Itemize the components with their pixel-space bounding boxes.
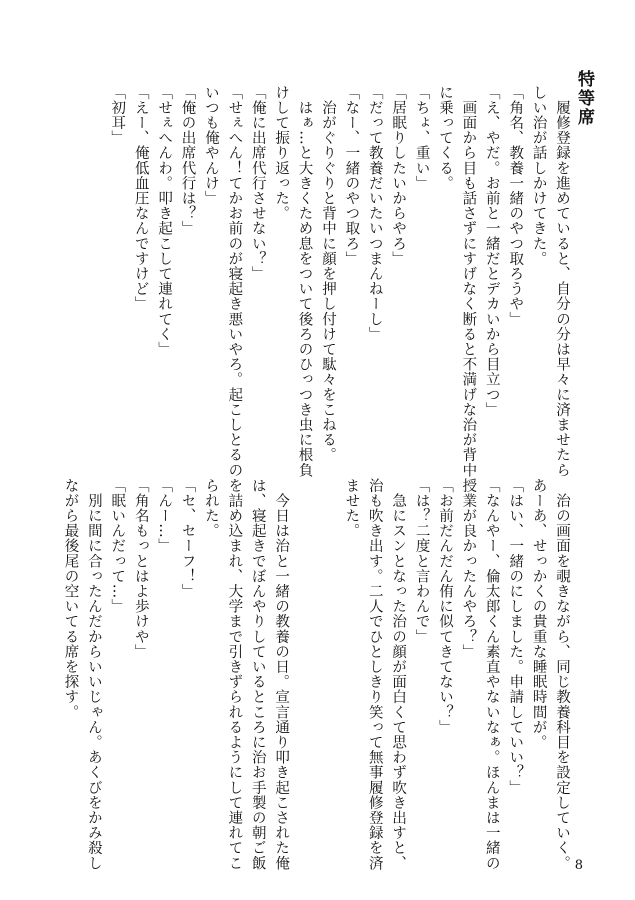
text-line: 「俺の出席代行は？」	[179, 85, 196, 236]
text-line: 今日は治と一緒の教養の日。宣言通り叩き起こされた俺	[273, 478, 290, 871]
text-line: 「んー…」	[156, 478, 173, 554]
text-line: に乗ってくる。	[436, 85, 453, 191]
text-line: 「えー、俺低血圧なんですけど」	[132, 85, 149, 312]
text-line: 「俺に出席代行させない？」	[249, 85, 266, 282]
lower-text-block	[58, 478, 573, 871]
text-line: 「初耳」	[109, 85, 126, 146]
text-line: 「なー、一緒のやつ取ろ」	[343, 85, 360, 267]
text-line: 「だって教養だいたいつまんねーし」	[366, 85, 383, 342]
text-line: 「え、やだ。お前と一緒だとデカいから目立つ」	[483, 85, 500, 418]
page-number: 8	[574, 858, 583, 873]
text-line: 治も吹き出す。二人でひとしきり笑って無事履修登録を済	[366, 478, 383, 871]
text-line: 「は？二度と言わんで」	[413, 478, 430, 645]
text-line: ませた。	[343, 478, 360, 539]
text-line: 「お前だんだん侑に似てきてない？」	[436, 478, 453, 735]
text-line: 「せぇへんわ。叩き起こして連れてく」	[156, 85, 173, 357]
text-line: られた。	[202, 478, 219, 539]
text-line: ながら最後尾の空いてる席を探す。	[62, 478, 79, 720]
text-line: 画面から目も話さずにすげなく断ると不満げな治が背中	[460, 85, 477, 478]
text-line: いつも俺やんけ」	[202, 85, 219, 206]
text-line: 急にスンとなった治の顔が面白くて思わず吹き出すと、	[390, 478, 407, 871]
text-line: 治の画面を覗きながら、同じ教養科目を設定していく。	[554, 478, 570, 871]
story-title: 特等席	[574, 70, 594, 127]
text-line: はぁ…と大きくため息をついて後ろのひっつき虫に根負	[296, 85, 313, 478]
text-line: 治がぐりぐりと背中に顔を押し付けて駄々をこねる。	[319, 85, 336, 463]
text-line: 別に間に合ったんだからいいじゃん。あくびをかみ殺し	[85, 478, 102, 871]
upper-text-block	[105, 85, 573, 478]
text-line: 授業が良かったんやろ？」	[460, 478, 477, 660]
text-line	[292, 478, 315, 848]
text-line: 「眠いんだって…」	[109, 478, 126, 614]
text-line: 「角名もっとはよ歩けや」	[132, 478, 149, 660]
text-line	[316, 478, 339, 848]
text-line: 「せぇへん！てかお前のが寝起き悪いやろ。起こしとるの	[226, 85, 243, 478]
text-line: 「セ、セーフ！」	[179, 478, 196, 599]
text-line: 「居眠りしたいからやろ」	[390, 85, 407, 267]
text-line: 「はい、一緒のにしました。申請していい？」	[507, 478, 524, 796]
text-line: 「なんやー、倫太郎くん素直やないなぁ。ほんまは一緒の	[483, 478, 500, 871]
text-line: けして振り返った。	[273, 85, 290, 221]
text-line: を詰め込まれ、大学まで引きずられるようにして連れてこ	[226, 478, 243, 871]
text-line: 「角名、教養一緒のやつ取ろうや」	[507, 85, 524, 327]
text-line: は、寝起きでぼんやりしているところに治お手製の朝ご飯	[249, 478, 266, 871]
text-line: しい治が話しかけてきた。	[530, 85, 547, 267]
text-line: 履修登録を進めていると、自分の分は早々に済ませたら	[554, 85, 570, 478]
text-line: 「ちょ、重い」	[413, 85, 430, 191]
text-line: あーあ、せっかくの貴重な睡眠時間が。	[530, 478, 547, 750]
